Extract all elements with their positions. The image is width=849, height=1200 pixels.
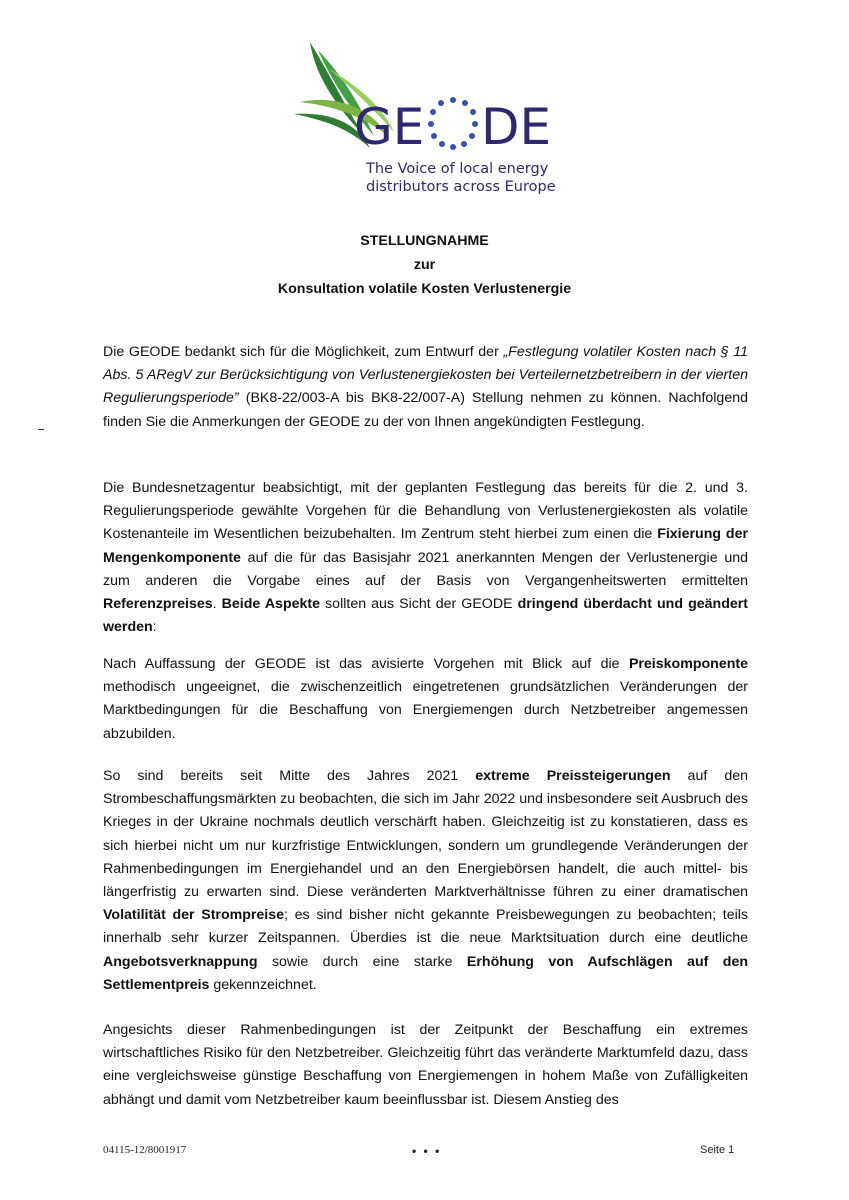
logo-tagline: [366, 160, 586, 196]
text-span: ; es sind bisher nicht gekannte Preisbewegungen zu beobachten; teils innerhalb sehr kurzer Zeitspannen. Überdies ist die neue Marktsituation durch eine deutliche: [103, 907, 748, 947]
text-span: (BK8-22/003-A bis BK8-22/007-A) Stellung nehmen zu können. Nachfolgend finden Sie die Anmerkungen der GEODE zu der von Ihnen angekündigten Festlegung.: [103, 390, 748, 430]
emphasis-bold: Fixierung der Mengenkomponente: [103, 526, 748, 566]
emphasis-bold: Angebotsverknappung: [103, 953, 258, 970]
consultation-title-italic: „Festlegung volatiler Kosten nach § 11 Abs. 5 ARegV zur Berücksichtigung von Verlustenergiekosten bei Verteilernetzbetreibern in der vierten Regulierungsperiode”: [103, 344, 748, 407]
text-span: gekennzeichnet.: [209, 976, 317, 993]
document-subtitle: Konsultation volatile Kosten Verlustenergie: [277, 281, 572, 297]
text-span: methodisch ungeeignet, die zwischenzeitlich eingetretenen grundsätzlichen Veränderungen der Marktbedingungen für die Beschaffung von Energiemengen durch Netzbetreiber angemessen abzubilden.: [103, 679, 748, 742]
text-span: Angesichts dieser Rahmenbedingungen ist der Zeitpunkt der Beschaffung ein extremes wirtschaftliches Risiko für den Netzbetreiber. Gleichzeitig führt das veränderte Marktumfeld dazu, dass eine vergleichsweise günstige Beschaffung von Energiemengen in hohem Maße von Zufälligkeiten abhängt und damit vom Netzbetreiber kaum beeinflussbar ist. Diesem Anstieg des: [103, 1022, 748, 1108]
text-span: :: [152, 619, 157, 636]
star-ring-icon: [428, 97, 478, 150]
paragraph-2: [103, 477, 748, 639]
emphasis-bold: extreme Preissteigerungen: [475, 768, 671, 784]
text-span: auf die für das Basisjahr 2021 anerkannten Mengen der Verlustenergie und zum anderen die Vorgabe eines auf der Basis von Vergangenheitswerten ermittelten: [103, 549, 748, 589]
emphasis-bold: Erhöhung von Aufschlägen auf den Settlementpreis: [103, 953, 748, 993]
tagline-line-1: The Voice of local energy: [366, 161, 549, 177]
page-number: Seite 1: [700, 1144, 735, 1156]
text-span: Nach Auffassung der GEODE ist das avisierte Vorgehen mit Blick auf die: [103, 656, 629, 672]
emphasis-bold: Referenzpreises: [103, 596, 213, 613]
paragraph-3: [103, 653, 748, 746]
emphasis-bold: Volatilität der Strompreise: [103, 907, 285, 924]
text-span: Die Bundesnetzagentur beabsichtigt, mit der geplanten Festlegung das bereits für die 2. und 3. Regulierungsperiode gewählte Vorgehen für die Behandlung von Verlustenergiekosten als volatile Kostenanteile im Wesentlichen beizubehalten. Im Zentrum steht hierbei zum einen die: [103, 480, 748, 543]
emphasis-bold: dringend überdacht und geändert werden: [103, 596, 748, 636]
geode-logo-graphic: [290, 40, 570, 160]
text-span: .: [212, 596, 222, 613]
tagline-line-2: distributors across Europe: [366, 179, 556, 195]
document-subtitle-connector: zur: [413, 257, 436, 273]
text-span: auf den Strombeschaffungsmärkten zu beobachten, die sich im Jahr 2022 und insbesondere seit Ausbruch des Krieges in der Ukraine nochmals deutlich verschärft haben. Gleichzeitig ist zu konstatieren, dass es sich hierbei nicht um nur kurzfristige Entwicklungen, sondern um grundlegende Veränderungen der Rahmenbedingungen im Energiehandel und an den Energiebörsen handelt, die auch mittel- bis längerfristig zu erwarten sind. Diese veränderten Marktverhältnisse führen zu einer dramatischen: [103, 768, 748, 901]
text-span: sollten aus Sicht der GEODE: [320, 596, 518, 613]
text-span: So sind bereits seit Mitte des Jahres 2021: [103, 768, 476, 784]
paragraph-5: [103, 1019, 748, 1112]
margin-mark: [38, 429, 44, 430]
svg-text:DE: DE: [481, 98, 552, 156]
text-span: Die GEODE bedankt sich für die Möglichkeit, zum Entwurf der: [103, 344, 504, 360]
footer-dots: • • •: [412, 1144, 442, 1158]
paragraph-1: [103, 341, 748, 434]
emphasis-bold: Preiskomponente: [628, 656, 748, 672]
emphasis-bold: Beide Aspekte: [221, 596, 321, 613]
paragraph-4: [103, 765, 748, 997]
document-reference-number: 04115-12/8001917: [103, 1144, 187, 1156]
svg-text:GE: GE: [354, 98, 425, 156]
text-span: sowie durch eine starke: [257, 953, 467, 970]
document-title: STELLUNGNAHME: [360, 233, 489, 249]
